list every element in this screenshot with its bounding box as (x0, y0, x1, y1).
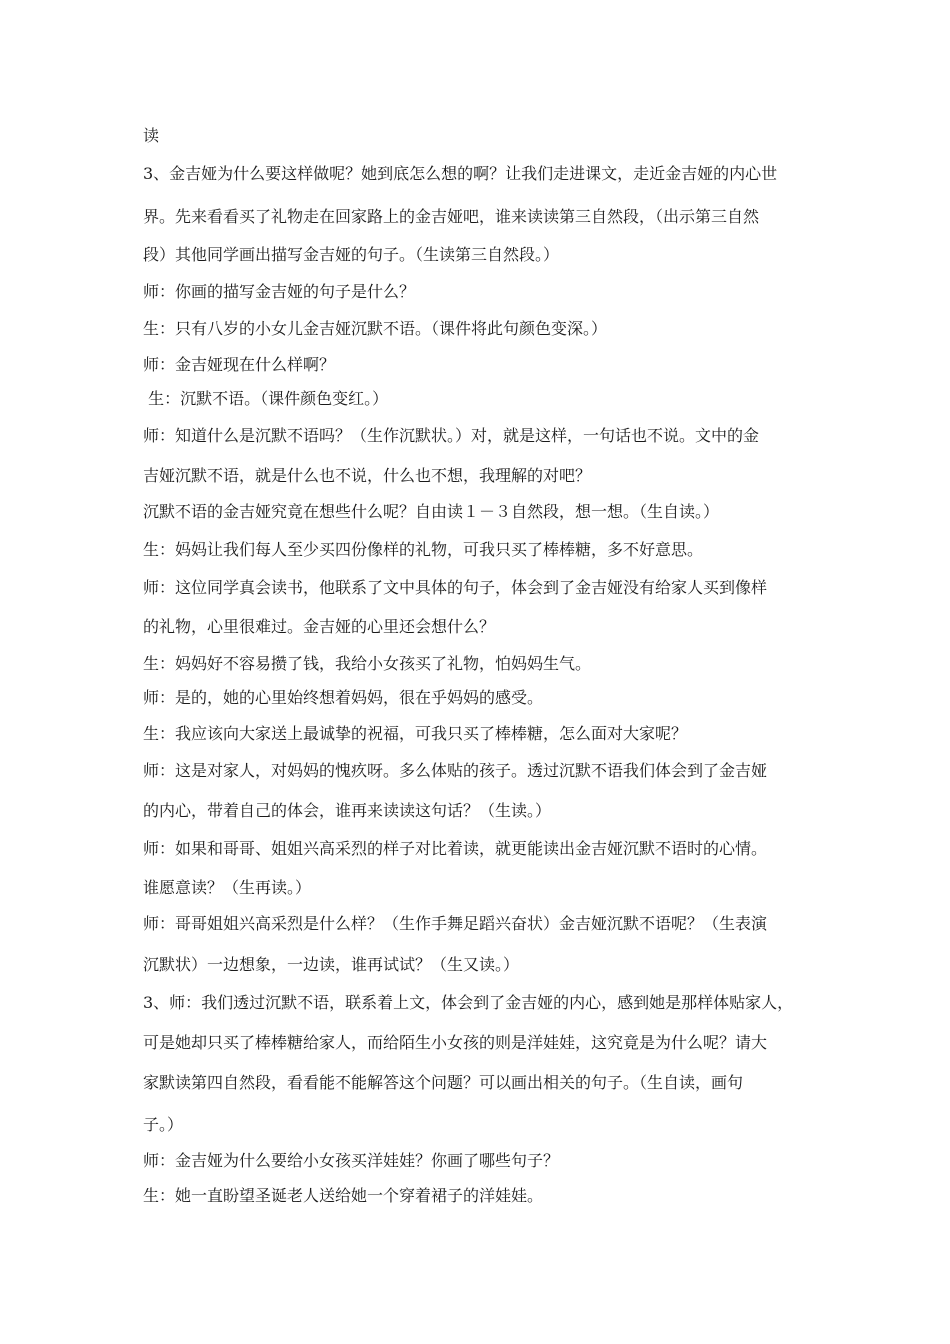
text-line: 段）其他同学画出描写金吉娅的句子。（生读第三自然段。） (143, 245, 560, 264)
text-line: 师：如果和哥哥、姐姐兴高采烈的样子对比着读，就更能读出金吉娅沉默不语时的心情。 (143, 839, 768, 858)
text-line: 生：只有八岁的小女儿金吉娅沉默不语。（课件将此句颜色变深。） (143, 319, 608, 338)
text-line: 生：沉默不语。（课件颜色变红。） (143, 389, 389, 408)
text-line: 师：金吉娅为什么要给小女孩买洋娃娃？你画了哪些句子？ (143, 1151, 560, 1170)
text-line: 师：这位同学真会读书，他联系了文中具体的句子，体会到了金吉娅没有给家人买到像样 (143, 578, 768, 597)
text-line: 3、金吉娅为什么要这样做呢？她到底怎么想的啊？让我们走进课文，走近金吉娅的内心世 (143, 164, 778, 183)
text-line: 沉默状）一边想象，一边读，谁再试试？（生又读。） (143, 955, 520, 974)
text-line: 生：妈妈好不容易攒了钱，我给小女孩买了礼物，怕妈妈生气。 (143, 654, 592, 673)
text-line: 子。） (143, 1115, 184, 1134)
text-line: 师：金吉娅现在什么样啊？ (143, 355, 336, 374)
text-line: 生：我应该向大家送上最诚挚的祝福，可我只买了棒棒糖，怎么面对大家呢？ (143, 724, 688, 743)
text-line: 生：妈妈让我们每人至少买四份像样的礼物，可我只买了棒棒糖，多不好意思。 (143, 540, 704, 559)
text-line: 的礼物，心里很难过。金吉娅的心里还会想什么？ (143, 617, 496, 636)
text-line: 读 (143, 126, 160, 145)
text-line: 3、师：我们透过沉默不语，联系着上文，体会到了金吉娅的内心，感到她是那样体贴家人， (143, 993, 794, 1012)
text-line: 谁愿意读？（生再读。） (143, 878, 312, 897)
text-line: 的内心，带着自己的体会，谁再来读读这句话？（生读。） (143, 801, 552, 820)
text-line: 界。先来看看买了礼物走在回家路上的金吉娅吧，谁来读读第三自然段，（出示第三自然 (143, 207, 760, 226)
text-line: 师：你画的描写金吉娅的句子是什么？ (143, 282, 416, 301)
text-line: 师：知道什么是沉默不语吗？（生作沉默状。）对，就是这样，一句话也不说。文中的金 (143, 426, 760, 445)
text-line: 师：这是对家人，对妈妈的愧疚呀。多么体贴的孩子。透过沉默不语我们体会到了金吉娅 (143, 761, 768, 780)
text-line: 生：她一直盼望圣诞老人送给她一个穿着裙子的洋娃娃。 (143, 1186, 544, 1205)
text-line: 沉默不语的金吉娅究竟在想些什么呢？自由读１－３自然段，想一想。（生自读。） (143, 502, 720, 521)
text-line: 家默读第四自然段，看看能不能解答这个问题？可以画出相关的句子。（生自读，画句 (143, 1073, 744, 1092)
text-line: 师：是的，她的心里始终想着妈妈，很在乎妈妈的感受。 (143, 688, 544, 707)
text-line: 师：哥哥姐姐兴高采烈是什么样？（生作手舞足蹈兴奋状）金吉娅沉默不语呢？（生表演 (143, 914, 768, 933)
text-line: 吉娅沉默不语，就是什么也不说，什么也不想，我理解的对吧？ (143, 466, 592, 485)
text-line: 可是她却只买了棒棒糖给家人，而给陌生小女孩的则是洋娃娃，这究竟是为什么呢？请大 (143, 1033, 768, 1052)
